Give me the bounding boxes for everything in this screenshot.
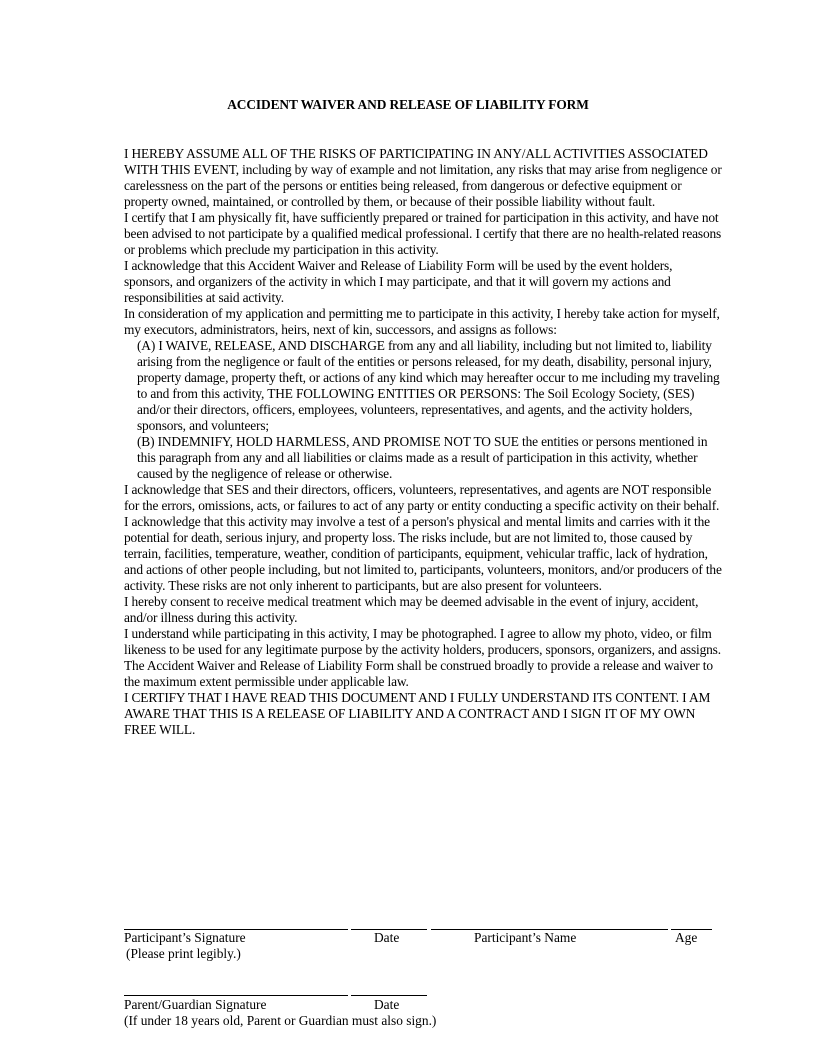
- guardian-note: (If under 18 years old, Parent or Guardian must also sign.): [124, 1013, 437, 1028]
- guardian-signature-line[interactable]: [124, 995, 348, 996]
- guardian-date-line[interactable]: [351, 995, 427, 996]
- paragraph-certification: I CERTIFY THAT I HAVE READ THIS DOCUMENT AND I FULLY UNDERSTAND ITS CONTENT. I AM AWARE THAT THIS IS A RELEASE OF LIABILITY AND A CONTRACT AND I SIGN IT OF MY OWN FREE WILL.: [124, 690, 711, 737]
- clause-b-indemnify: (B) INDEMNIFY, HOLD HARMLESS, AND PROMISE NOT TO SUE the entities or persons mentioned in this paragraph from any and all liabilities or claims made as a result of participation in this activity, whether caused by the negligence of release or otherwise.: [137, 434, 708, 481]
- participant-age-label: Age: [675, 930, 698, 945]
- participant-signature-label: Participant’s Signature: [124, 930, 246, 945]
- guardian-signature-label: Parent/Guardian Signature: [124, 997, 267, 1012]
- guardian-date-label: Date: [374, 997, 400, 1012]
- participant-print-note: (Please print legibly.): [126, 946, 241, 961]
- participant-date-label: Date: [374, 930, 400, 945]
- paragraph-acknowledge-form-use: I acknowledge that this Accident Waiver and Release of Liability Form will be used by the event holders, sponsors, and organizers of the activity in which I may participate, and that it will govern my actions and responsibilities at said activity.: [124, 258, 673, 305]
- paragraph-photo-release: I understand while participating in this activity, I may be photographed. I agree to allow my photo, video, or film likeness to be used for any legitimate purpose by the activity holders, producers, sponsors, organizers, and assigns.: [124, 626, 721, 657]
- paragraph-medical-consent: I hereby consent to receive medical treatment which may be deemed advisable in the event of injury, accident, and/or illness during this activity.: [124, 594, 699, 625]
- document-title: ACCIDENT WAIVER AND RELEASE OF LIABILITY FORM: [227, 97, 589, 112]
- paragraph-assume-risks: I HEREBY ASSUME ALL OF THE RISKS OF PARTICIPATING IN ANY/ALL ACTIVITIES ASSOCIATED WITH THIS EVENT, including by way of example and not limitation, any risks that may arise from negligence or carelessness on the part of the persons or entities being released, from dangerous or defective equipment or property owned, maintained, or controlled by them, or because of their possible liability without fault.: [124, 146, 722, 209]
- paragraph-risks: I acknowledge that this activity may involve a test of a person's physical and mental limits and carries with it the potential for death, serious injury, and property loss. The risks include, but are not limited to, those caused by terrain, facilities, temperature, weather, condition of participants, equipment, vehicular traffic, lack of hydration, and actions of other people including, but not limited to, participants, volunteers, monitors, and/or producers of the activity. These risks are not only inherent to participants, but are also present for volunteers.: [124, 514, 722, 593]
- paragraph-ses-not-responsible: I acknowledge that SES and their directors, officers, volunteers, representatives, and agents are NOT responsible for the errors, omissions, acts, or failures to act of any party or entity conducting a specific activity on their behalf.: [124, 482, 720, 513]
- paragraph-consideration: In consideration of my application and permitting me to participate in this activity, I hereby take action for myself, my executors, administrators, heirs, next of kin, successors, and assigns as follows:: [124, 306, 720, 337]
- clause-a-waive-release: (A) I WAIVE, RELEASE, AND DISCHARGE from any and all liability, including but not limited to, liability arising from the negligence or fault of the entities or persons released, for my death, disability, personal injury, property damage, property theft, or actions of any kind which may hereafter occur to me including my traveling to and from this activity, THE FOLLOWING ENTITIES OR PERSONS: The Soil Ecology Society, (SES) and/or their directors, officers, employees, volunteers, representatives, and agents, and the activity holders, sponsors, and volunteers;: [137, 338, 720, 433]
- paragraph-construed-broadly: The Accident Waiver and Release of Liability Form shall be construed broadly to provide a release and waiver to the maximum extent permissible under applicable law.: [124, 658, 713, 689]
- participant-name-label: Participant’s Name: [474, 930, 577, 945]
- document-body: [124, 146, 724, 738]
- paragraph-physically-fit: I certify that I am physically fit, have sufficiently prepared or trained for participation in this activity, and have not been advised to not participate by a qualified medical professional. I certify that there are no health-related reasons or problems which preclude my participation in this activity.: [124, 210, 722, 257]
